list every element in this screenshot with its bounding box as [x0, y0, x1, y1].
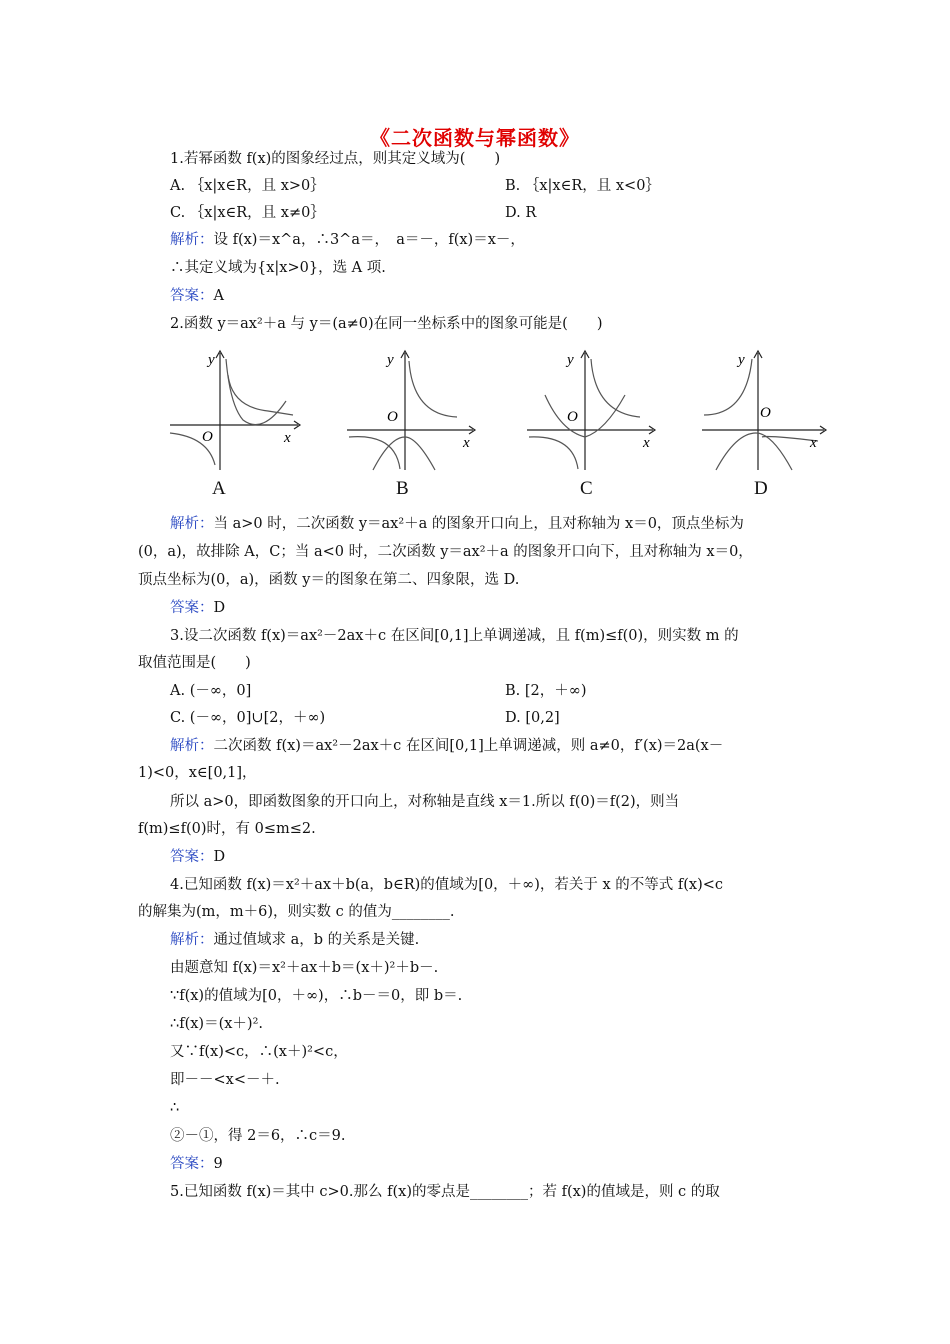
q2-analysis — [170, 514, 744, 534]
q3-analysis-line: f(m)≤f(0)时，有 0≤m≤2. — [138, 821, 316, 837]
q4-stem-line: 的解集为(m，m＋6)，则实数 c 的值为________. — [138, 904, 455, 920]
graph-c-x-label: x — [643, 435, 650, 451]
q3-analysis — [170, 736, 723, 756]
q5-stem: 5.已知函数 f(x)＝其中 c>0.那么 f(x)的零点是________；若 f(x)的值域是，则 c 的取 — [170, 1184, 720, 1200]
q4-analysis-line: 即－－<x<－＋. — [170, 1072, 280, 1088]
graph-d-label: D — [754, 478, 768, 499]
q4-analysis-line: 又∵f(x)<c，∴(x＋)²<c， — [170, 1044, 348, 1060]
answer-value: D — [213, 600, 226, 616]
q3-option-c: C. (－∞，0]∪[2，＋∞) — [170, 710, 326, 726]
graph-c-origin: O — [567, 409, 578, 425]
graph-a-y-label: y — [208, 352, 215, 368]
answer-value: D — [213, 849, 226, 865]
analysis-tag: 解析： — [170, 516, 214, 532]
graph-b-y-label: y — [387, 352, 394, 368]
q3-option-b: B. [2，＋∞) — [505, 683, 587, 699]
graph-c — [525, 345, 665, 475]
q3-stem: 3.设二次函数 f(x)＝ax²－2ax＋c 在区间[0,1]上单调递减，且 f(m)≤f(0)，则实数 m 的 — [170, 628, 739, 644]
page-title: 《二次函数与幂函数》 — [370, 126, 580, 150]
q3-analysis-line: 所以 a>0，即函数图象的开口向上，对称轴是直线 x＝1.所以 f(0)＝f(2)，则当 — [170, 794, 680, 810]
q2-analysis-line: 顶点坐标为(0，a)，函数 y＝的图象在第二、四象限，选 D. — [138, 572, 520, 588]
q4-analysis — [170, 930, 419, 950]
graph-d-x-label: x — [810, 435, 817, 451]
graph-a-label: A — [212, 478, 226, 499]
q1-stem: 1.若幂函数 f(x)的图象经过点，则其定义域为( ) — [170, 151, 501, 167]
answer-tag: 答案： — [170, 600, 214, 616]
analysis-text: 当 a>0 时，二次函数 y＝ax²＋a 的图象开口向上，且对称轴为 x＝0，顶点坐标为 — [213, 516, 744, 532]
q3-analysis-line: 1)<0，x∈[0,1]， — [138, 765, 257, 781]
q1-answer — [170, 286, 224, 306]
graph-c-y-label: y — [567, 352, 574, 368]
answer-tag: 答案： — [170, 849, 214, 865]
answer-tag: 答案： — [170, 1156, 214, 1172]
graph-d-origin: O — [760, 405, 771, 421]
q1-option-c: C. ｛x|x∈R，且 x≠0｝ — [170, 205, 325, 221]
answer-tag: 答案： — [170, 288, 214, 304]
q4-analysis-line: ∵f(x)的值域为[0，＋∞)，∴b－＝0，即 b＝. — [170, 988, 463, 1004]
analysis-text: 设 f(x)＝x^a，∴3^a＝， a＝－，f(x)＝x－， — [213, 232, 525, 248]
graph-b-label: B — [396, 478, 409, 499]
q3-option-d: D. [0,2] — [505, 710, 560, 726]
graph-d-y-label: y — [738, 352, 745, 368]
q1-option-a: A. ｛x|x∈R，且 x>0｝ — [170, 178, 325, 194]
q4-analysis-line: ②－①，得 2＝6，∴c＝9. — [170, 1128, 346, 1144]
graph-a-origin: O — [202, 429, 213, 445]
graph-b — [345, 345, 485, 475]
answer-value: A — [213, 288, 224, 304]
analysis-text: 二次函数 f(x)＝ax²－2ax＋c 在区间[0,1]上单调递减，则 a≠0，f′(x)＝2a(x－ — [213, 738, 724, 754]
q4-analysis-line: 由题意知 f(x)＝x²＋ax＋b＝(x＋)²＋b－. — [170, 960, 439, 976]
graph-c-label: C — [580, 478, 593, 499]
graph-b-x-label: x — [463, 435, 470, 451]
analysis-tag: 解析： — [170, 932, 214, 948]
q1-analysis — [170, 230, 525, 250]
q4-analysis-line: ∴f(x)＝(x＋)². — [170, 1016, 263, 1032]
q1-option-d: D. R — [505, 205, 537, 221]
q1-analysis-line: ∴其定义域为{x|x>0}，选 A 项. — [170, 260, 386, 276]
q4-analysis-line: ∴ — [170, 1100, 180, 1116]
analysis-tag: 解析： — [170, 738, 214, 754]
answer-value: 9 — [213, 1156, 223, 1172]
q4-stem: 4.已知函数 f(x)＝x²＋ax＋b(a，b∈R)的值域为[0，＋∞)，若关于 x 的不等式 f(x)<c — [170, 877, 724, 893]
q1-option-b: B. ｛x|x∈R，且 x<0｝ — [505, 178, 660, 194]
q3-answer — [170, 847, 225, 867]
q2-analysis-line: (0，a)，故排除 A，C；当 a<0 时，二次函数 y＝ax²＋a 的图象开口向下，且对称轴为 x＝0， — [138, 544, 753, 560]
q3-option-a: A. (－∞，0] — [170, 683, 252, 699]
graph-b-origin: O — [387, 409, 398, 425]
q3-stem-line: 取值范围是( ) — [138, 655, 251, 671]
analysis-text: 通过值域求 a，b 的关系是关键. — [213, 932, 420, 948]
graph-a — [168, 345, 308, 475]
graph-d — [700, 345, 840, 475]
q2-answer — [170, 598, 225, 618]
graph-a-x-label: x — [284, 430, 291, 446]
analysis-tag: 解析： — [170, 232, 214, 248]
q4-answer — [170, 1154, 223, 1174]
q2-stem: 2.函数 y＝ax²＋a 与 y＝(a≠0)在同一坐标系中的图象可能是( ) — [170, 316, 603, 332]
